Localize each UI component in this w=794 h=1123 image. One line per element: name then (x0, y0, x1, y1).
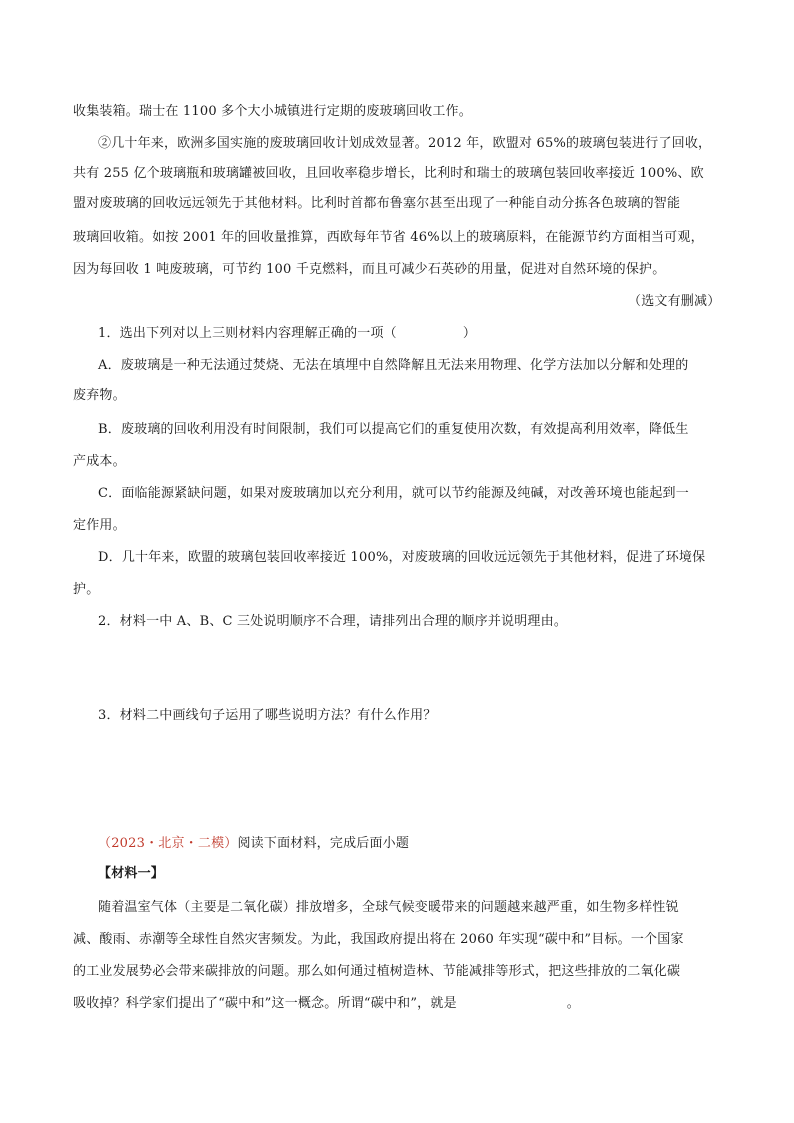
question-2: 2．材料一中 A、B、C 三处说明顺序不合理，请排列出合理的顺序并说明理由。 (98, 614, 568, 629)
paragraph-line: 玻璃回收箱。如按 2001 年的回收量推算，西欧每年节省 46%以上的玻璃原料，在能源节约方面相当可观， (73, 230, 704, 245)
paragraph-text: 吸收掉？科学家们提出了“碳中和”这一概念。所谓“碳中和”，就是 (73, 996, 457, 1011)
option-b-line: 产成本。 (73, 454, 126, 469)
paragraph-line: 减、酸雨、赤潮等全球性自然灾害频发。为此，我国政府提出将在 2060 年实现“碳中和”目标。一个国家 (73, 932, 684, 947)
source-note: （选文有删减） (628, 294, 721, 309)
option-c-line: C．面临能源紧缺问题，如果对废玻璃加以充分利用，就可以节约能源及纯碱，对改善环境也能起到一 (98, 486, 689, 501)
exam-source: （2023・北京・二模） (98, 836, 238, 851)
question-1-close: ） (462, 326, 477, 341)
paragraph-line: 共有 255 亿个玻璃瓶和玻璃罐被回收，且回收率稳步增长，比利时和瑞士的玻璃包装回收率接近 100%、欧 (73, 166, 704, 181)
option-d-line: 护。 (73, 582, 100, 597)
paragraph-line: 的工业发展势必会带来碳排放的问题。那么如何通过植树造林、节能减排等形式，把这些排放的二氧化碳 (73, 964, 681, 979)
material-heading: 【材料一】 (98, 866, 165, 881)
paragraph-end: 。 (566, 996, 580, 1011)
option-a-line: A．废玻璃是一种无法通过焚烧、无法在填埋中自然降解且无法来用物理、化学方法加以分解和处理的 (98, 358, 689, 373)
paragraph-line: 收集装箱。瑞士在 1100 多个大小城镇进行定期的废玻璃回收工作。 (73, 104, 472, 119)
paragraph-line: 盟对废玻璃的回收远远领先于其他材料。比利时首都布鲁塞尔甚至出现了一种能自动分拣各色玻璃的智能 (73, 196, 681, 211)
question-1-stem (98, 324, 476, 344)
option-c-line: 定作用。 (73, 518, 126, 533)
question-1-text: 1．选出下列对以上三则材料内容理解正确的一项（ (98, 326, 397, 341)
option-a-line: 废弃物。 (73, 388, 126, 403)
paragraph-line: 随着温室气体（主要是二氧化碳）排放增多，全球气候变暖带来的问题越来越严重，如生物多样性锐 (98, 900, 679, 915)
passage-instruction: 阅读下面材料，完成后面小题 (237, 836, 410, 851)
option-d-line: D．几十年来，欧盟的玻璃包装回收率接近 100%，对废玻璃的回收远远领先于其他材料，促进了环境保 (98, 550, 706, 565)
option-b-line: B．废玻璃的回收利用没有时间限制，我们可以提高它们的重复使用次数，有效提高利用效率，降低生 (98, 422, 689, 437)
paragraph-line: 因为每回收 1 吨废玻璃，可节约 100 千克燃料，而且可减少石英砂的用量，促进对自然环境的保护。 (73, 262, 666, 277)
question-3: 3．材料二中画线句子运用了哪些说明方法？有什么作用？ (98, 708, 437, 723)
paragraph-line (73, 994, 580, 1014)
passage-intro (98, 834, 409, 854)
paragraph-line: ②几十年来，欧洲多国实施的废玻璃回收计划成效显著。2012 年，欧盟对 65%的玻璃包装进行了回收， (98, 136, 712, 151)
